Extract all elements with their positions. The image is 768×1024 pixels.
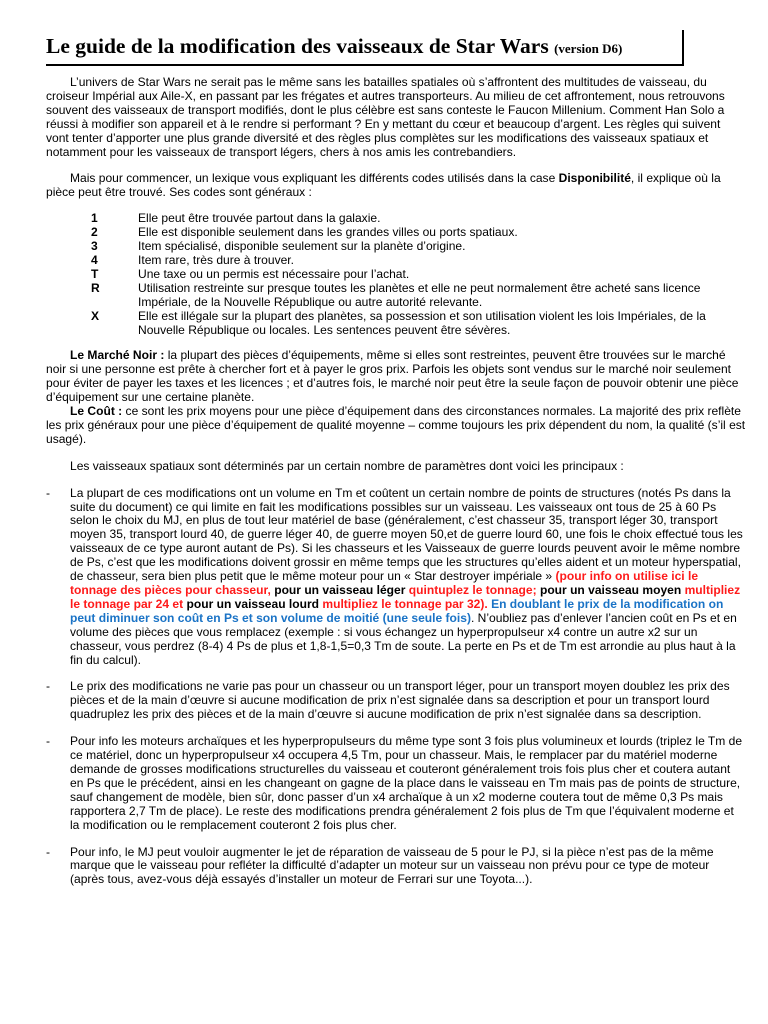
code-key: 3 (91, 239, 98, 254)
bullet-item (46, 846, 746, 888)
params-intro: Les vaisseaux spatiaux sont déterminés par un certain nombre de paramètres dont voici les principaux : (70, 458, 624, 473)
title-box (46, 30, 684, 66)
bullet-item (46, 680, 746, 722)
highlight-blue: En doublant le prix de la modification on peut diminuer son coût en Ps et son volume de moitié (une seule fois) (70, 596, 724, 625)
code-row (91, 268, 746, 282)
highlight-red: multipliez le tonnage par 32). (322, 596, 488, 611)
cout-label: Le Coût : (70, 404, 123, 419)
code-row (91, 254, 746, 268)
bullet-item (46, 735, 746, 832)
code-row (91, 212, 746, 226)
code-key: 1 (91, 211, 98, 226)
bullet-text: Pour info les moteurs archaïques et les hyperpropulseurs du même type sont 3 fois plus volumineux et lourds (triplez le Tm de ce matériel, donc un hyperpropulseur x4 occupera 4,5 Tm, pour un chasseur. Mais, le remplacer par du matériel moderne demande de grosses modifications structurelles du vaisseau et couteront généralement trois fois plus cher et coutera autant en Ps que le précédent, ainsi en les changeant on gagne de la place dans le vaisseau en Tm mais pas de points de structure, sauf changement de modèle, bien sûr, donc passer d’un x4 archaïque à un x2 moderne coutera tout de même 0,3 Ps mais rapportera 2,7 Tm de place). Le reste des modifications prendra généralement 2 fois plus de Tm que l’équivalent moderne et la modification ou le remplacement couteront 2 fois plus cher. (70, 734, 743, 832)
bullet-text: Le prix des modifications ne varie pas pour un chasseur ou un transport léger, pour un transport moyen doublez les prix des pièces et de la main d’œuvre si aucune modification de prix n’est signalée dans sa description et pour un transport lourd quadruplez les prix des pièces et de la main d’œuvre si aucune modification de prix n’est signalée dans sa description. (70, 679, 730, 722)
code-key: 2 (91, 225, 98, 240)
code-text: Utilisation restreinte sur presque toutes les planètes et elle ne peut normalement être acheté sans licence Impériale, de la Nouvelle République ou autre autorité relevante. (138, 280, 701, 309)
lexicon-paragraph (46, 172, 746, 200)
cout-text: ce sont les prix moyens pour une pièce d’équipement dans des circonstances normales. La majorité des prix reflète les prix généraux pour une pièce d’équipement de qualité moyenne – comme toujours les prix dépendent du nom, la qualité (s’il est usagé). (46, 404, 746, 446)
bullet-text-part: La plupart de ces modifications ont un volume en Tm et coûtent un certain nombre de points de structures (notés Ps dans la suite du document) ce qui limite en fait les modifications possibles sur un vaisseau. Les vaisseaux ont tous de 25 à 60 Ps selon le choix du MJ, en plus de tout leur matériel de base (généralement, c’est chasseur 35, transport léger 30, transport moyen 35, transport lourd 40, de guerre léger 40, de guerre moyen 50,et de guerre lourd 60, une fois le choix effectué tous les vaisseaux de ce type auront autant de Ps). Si les chasseurs et les Vaisseaux de guerre lourds peuvent avoir le même nombre de Ps, c’est que les modifications doivent grossir en même temps que les structures qu’elles aident et un moteur hyperspatial, de chasseur, sera bien plus petit que le même moteur pour un « Star destroyer impériale » (70, 485, 743, 584)
bullet-dash: - (46, 844, 51, 859)
document-page (46, 30, 746, 887)
bullet-dash: - (46, 734, 51, 749)
highlight-red: multipliez le tonnage par 24 et (70, 583, 741, 611)
intro-paragraph: L’univers de Star Wars ne serait pas le même sans les batailles spatiales où s’affrontent des multitudes de vaisseau, du croiseur Impérial aux Aile-X, en passant par les frégates et autres transporteurs. Au milieu de cet affrontement, nous retrouvons souvent des vaisseaux de transport modifiés, dont le plus célèbre est sans conteste le Faucon Millenium. Comment Han Solo a réussi à modifier son appareil et à le rendre si performant ? En y mettant du cœur et beaucoup d’argent. Les règles qui suivent vont tenter d’apporter une plus grande diversité et des règles plus complètes sur les modifications des vaisseaux spatiaux et notamment pour les vaisseaux de transport légers, chers à nos amis les contrebandiers. (46, 75, 725, 159)
code-text: Item rare, très dure à trouver. (138, 252, 295, 267)
code-text: Item spécialisé, disponible seulement sur la planète d’origine. (138, 239, 466, 254)
code-key: 4 (91, 252, 98, 267)
code-text: Elle est disponible seulement dans les grandes villes ou ports spatiaux. (138, 225, 518, 240)
marche-noir-label: Le Marché Noir : (70, 348, 165, 363)
lexicon-keyword: Disponibilité (558, 171, 631, 186)
bullet-item (46, 487, 746, 668)
code-text: Elle peut être trouvée partout dans la galaxie. (138, 211, 381, 226)
highlight-red: (pour info on utilise ici le tonnage des pièces pour chasseur, (70, 569, 699, 597)
codes-list (91, 212, 746, 337)
bullet-text-part: . N’oubliez pas d’enlever l’ancien coût en Ps et en volume des pièces que vous remplacez (exemple : si vous échangez un hyperpropulseur x4 contre un autre x2 sur un chasseur, vous perdrez (8-4) 4 Ps de plus et 1,8-1,5=0,3 Tm de soute. La perte en Ps et de Tm est arrondie au plus haut à la fin du calcul). (70, 610, 737, 667)
code-key: T (91, 266, 99, 281)
highlight-red: quintuplez le tonnage; (408, 583, 537, 597)
code-text: Une taxe ou un permis est nécessaire pour l’achat. (138, 266, 410, 281)
marche-noir-paragraph (46, 349, 746, 405)
code-key: R (91, 280, 100, 295)
title-main: Le guide de la modification des vaisseaux de Star Wars (46, 34, 549, 58)
bold-text: pour un vaisseau moyen (536, 583, 685, 597)
bold-text: pour un vaisseau léger (270, 583, 409, 597)
code-text: Elle est illégale sur la plupart des planètes, sa possession et son utilisation violent les lois Impériales, de la Nouvelle République ou locales. Les sentences peuvent être sévères. (138, 308, 706, 337)
bold-text: pour un vaisseau lourd (183, 596, 323, 611)
code-row (91, 310, 746, 338)
bullet-dash: - (46, 679, 51, 694)
lexicon-text-after: , il explique où la pièce peut être trouvé. Ses codes sont généraux : (46, 171, 721, 200)
marche-noir-text: la plupart des pièces d’équipements, même si elles sont restreintes, peuvent être trouvées sur le marché noir si une personne est prête à chercher fort et à payer le gros prix. Parfois les objets sont vendus sur le marché noir seulement pour éviter de payer les taxes et les licences ; et d’autres fois, le marché noir peut être la seule façon de pouvoir obtenir une pièce d’équipement sur une certaine planète. (46, 348, 739, 405)
code-row (91, 240, 746, 254)
code-row (91, 226, 746, 240)
bullet-dash: - (46, 485, 51, 500)
title-version: (version D6) (554, 41, 623, 56)
bullet-text (70, 487, 746, 668)
cout-paragraph (46, 405, 746, 447)
code-key: X (91, 308, 100, 323)
code-row (91, 282, 746, 310)
lexicon-text-before: Mais pour commencer, un lexique vous expliquant les différents codes utilisés dans la case (70, 171, 559, 186)
bullet-text: Pour info, le MJ peut vouloir augmenter le jet de réparation de vaisseau de 5 pour le PJ, si la pièce n’est pas de la même marque que le vaisseau pour refléter la difficulté d’adapter un moteur sur un vaisseau non prévu pour ce type de moteur (après tous, avez-vous déjà essayés d’installer un moteur de Ferrari sur une Toyota...). (70, 844, 714, 887)
page-title (46, 34, 622, 58)
